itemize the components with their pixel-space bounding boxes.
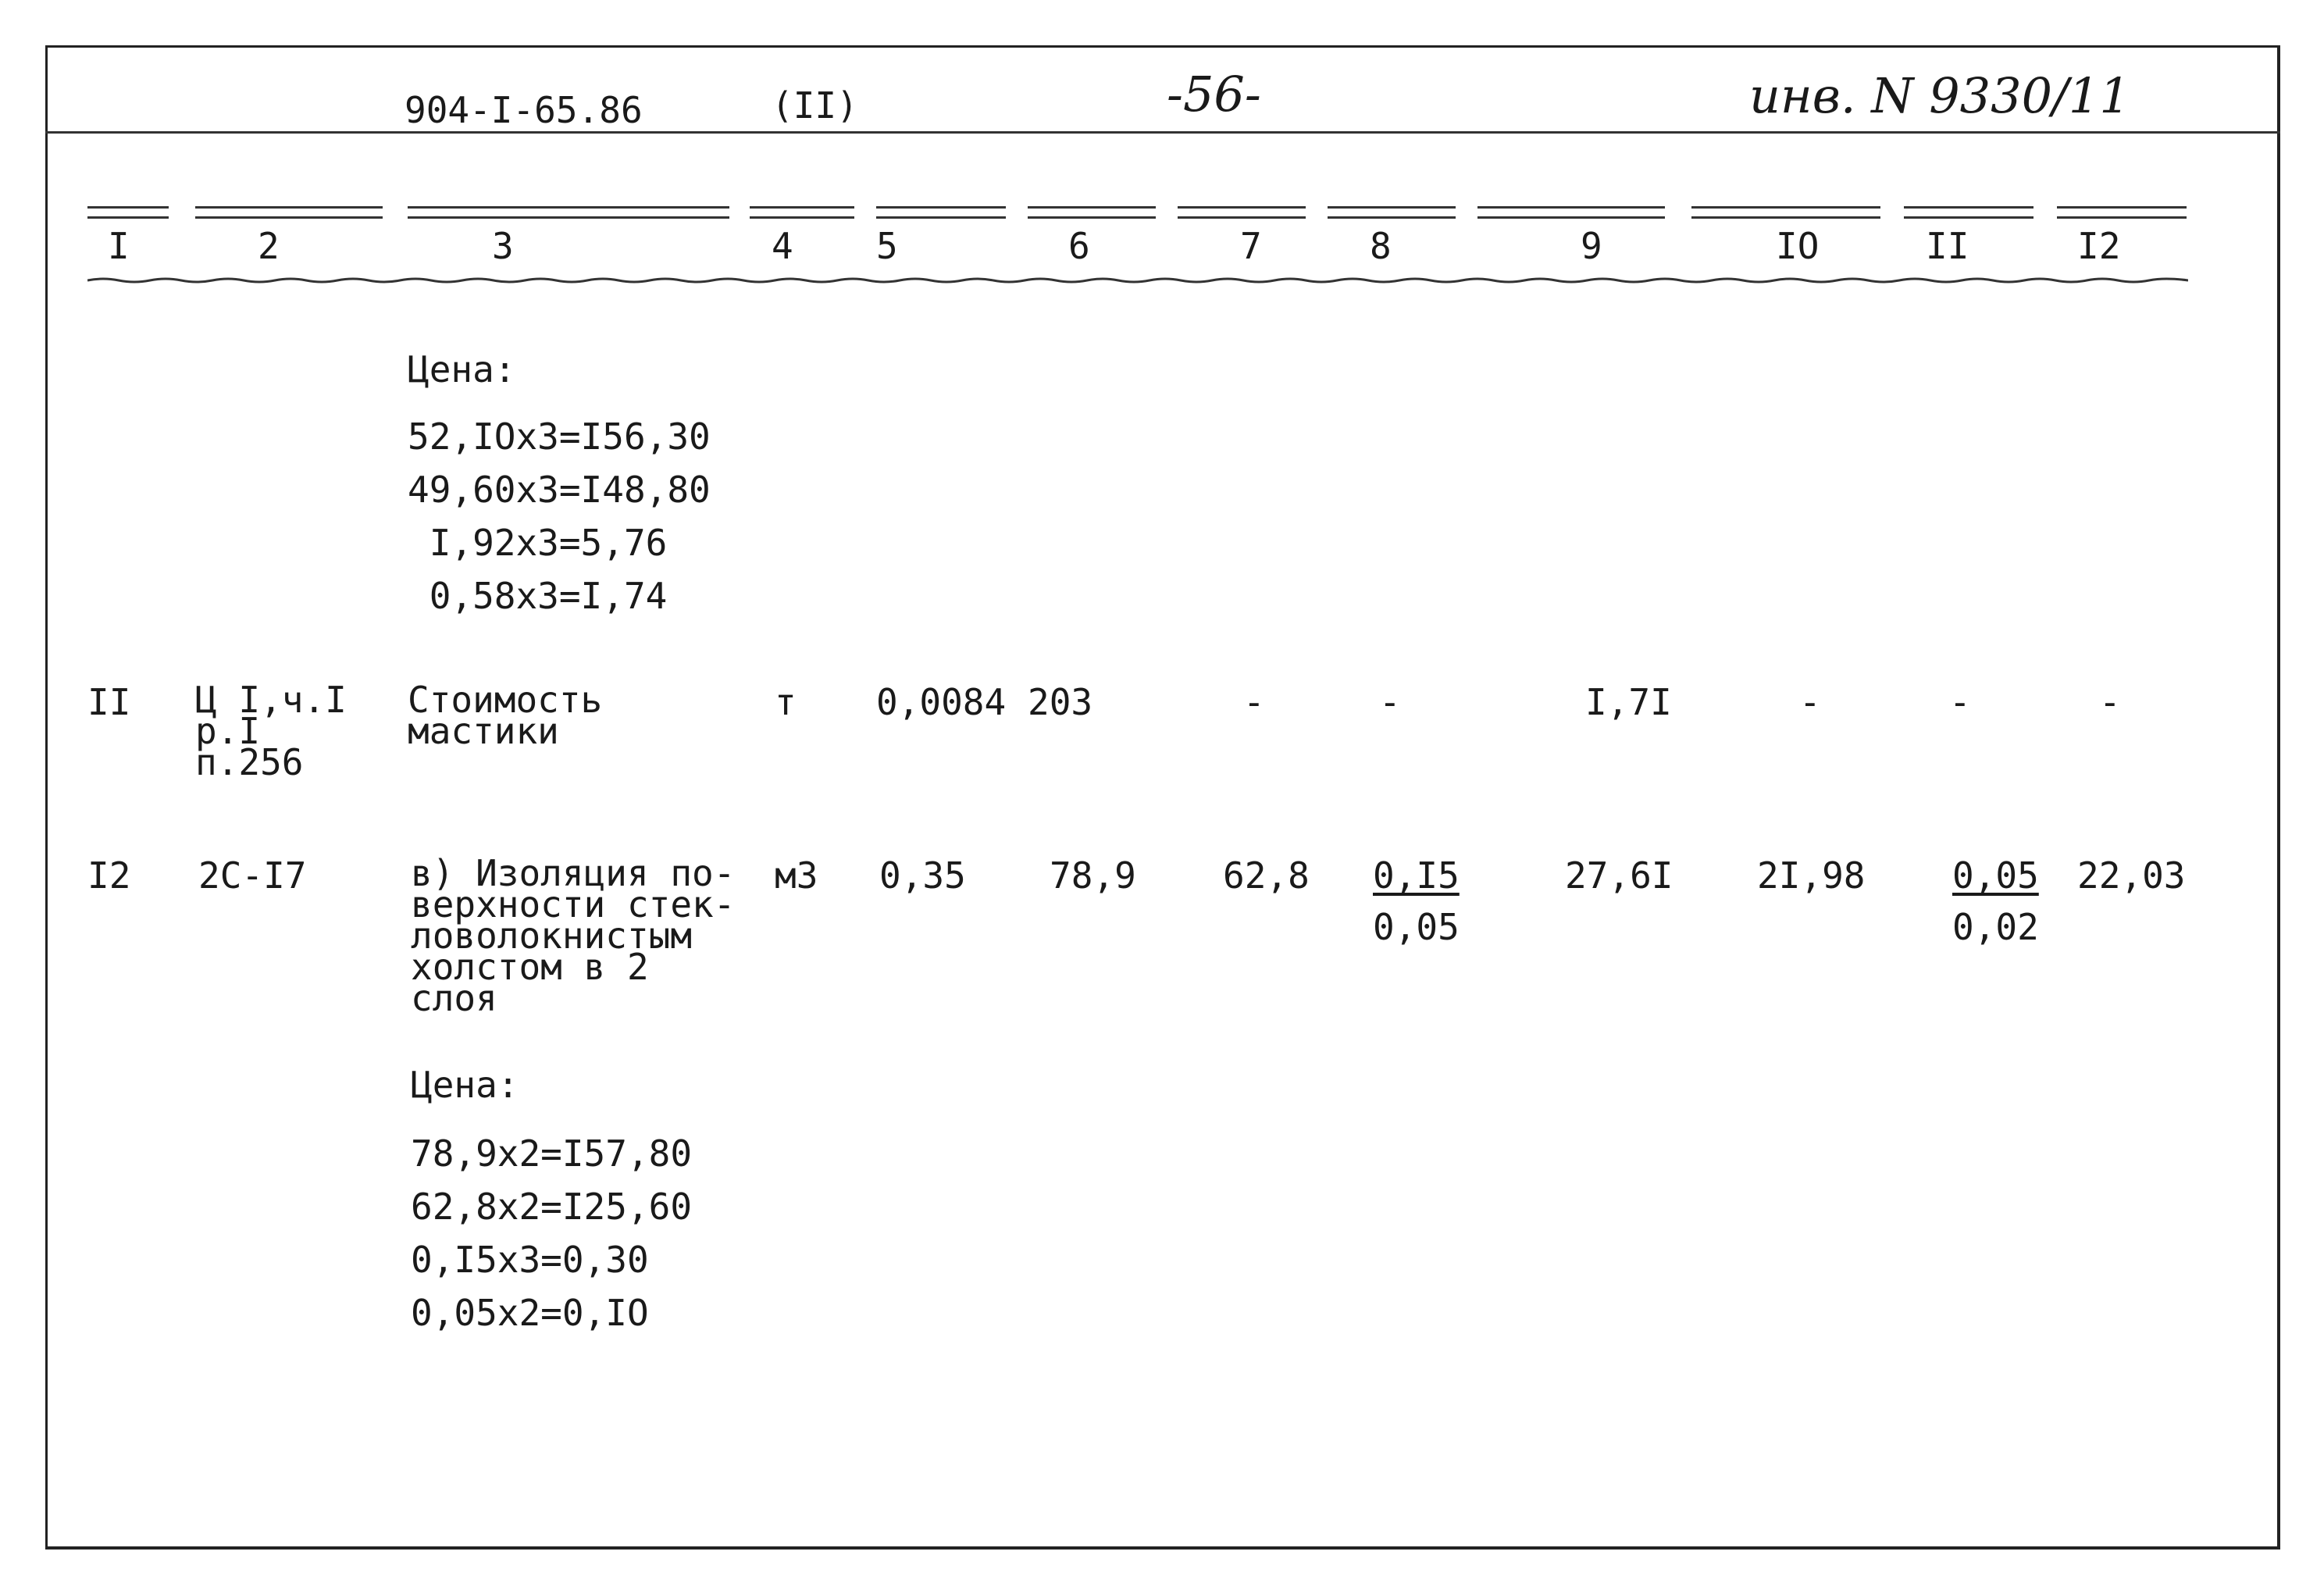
cell-col12: 22,03: [2077, 854, 2186, 897]
price-line: 62,8x2=I25,60: [411, 1186, 693, 1228]
cell-col6: 78,9: [1050, 854, 1136, 897]
cell-col6: 203: [1028, 681, 1093, 723]
col-header-3: 3: [492, 225, 514, 267]
cell-col9: 27,6I: [1565, 854, 1673, 897]
cell-col9: I,7I: [1585, 681, 1672, 723]
cell-col10: 2I,98: [1757, 854, 1866, 897]
price-line: 49,60x3=I48,80: [408, 469, 711, 511]
row-reference: Ц I,ч.I p.I п.256: [195, 679, 347, 783]
col-rule: [1691, 206, 1880, 219]
page-frame: [45, 45, 2280, 1550]
header-divider: [45, 131, 2280, 134]
part-number: (II): [772, 84, 858, 127]
row-description: Стоимость мастики: [408, 679, 603, 752]
col-rule: [1328, 206, 1456, 219]
col-rule: [876, 206, 1006, 219]
price-line: 0,I5x3=0,30: [411, 1239, 649, 1281]
cell-col11-bottom: 0,02: [1952, 906, 2039, 948]
cell-col11-top: 0,05: [1952, 854, 2039, 897]
page-number: -56-: [1167, 66, 1261, 123]
col-header-1: I: [108, 225, 130, 267]
col-header-5: 5: [876, 225, 898, 267]
price-line: I,92x3=5,76: [408, 522, 668, 564]
row-reference: 2С-I7: [198, 854, 307, 897]
cell-col12: -: [2099, 681, 2121, 723]
row-number: II: [87, 681, 131, 723]
cell-quantity: 0,35: [879, 854, 966, 897]
row-number: I2: [87, 854, 131, 897]
col-rule: [87, 206, 169, 219]
inventory-number: инв. N 9330/11: [1749, 67, 2130, 124]
doc-code: 904-I-65.86: [405, 89, 643, 131]
price-label: Цена:: [408, 348, 516, 391]
price-label: Цена:: [411, 1064, 519, 1106]
col-rule: [1477, 206, 1665, 219]
col-header-8: 8: [1370, 225, 1392, 267]
col-rule: [2057, 206, 2187, 219]
col-rule: [1028, 206, 1156, 219]
price-line: 52,IOx3=I56,30: [408, 415, 711, 458]
col-header-11: II: [1926, 225, 1969, 267]
col-rule: [195, 206, 383, 219]
col-header-7: 7: [1240, 225, 1262, 267]
price-line: 78,9x2=I57,80: [411, 1132, 693, 1175]
col-header-2: 2: [258, 225, 280, 267]
cell-col10: -: [1799, 681, 1821, 723]
col-header-4: 4: [772, 225, 793, 267]
col-rule: [750, 206, 854, 219]
col-rule: [1178, 206, 1306, 219]
price-line: 0,05x2=0,IO: [411, 1292, 649, 1334]
cell-quantity: 0,0084: [876, 681, 1007, 723]
header-underline: [87, 277, 2188, 284]
cell-col7: 62,8: [1223, 854, 1310, 897]
col-rule: [1904, 206, 2034, 219]
row-unit: м3: [775, 854, 818, 897]
row-description: в) Изоляция по- верхности стек- ловолокнистым холстом в 2 слоя: [411, 852, 736, 1019]
col-header-10: IO: [1776, 225, 1820, 267]
cell-col8-top: 0,I5: [1373, 854, 1460, 897]
cell-col8-bottom: 0,05: [1373, 906, 1460, 948]
row-unit: т: [775, 681, 797, 723]
cell-col11: -: [1949, 681, 1971, 723]
price-line: 0,58x3=I,74: [408, 575, 668, 617]
col-header-12: I2: [2077, 225, 2121, 267]
col-rule: [408, 206, 729, 219]
col-header-6: 6: [1068, 225, 1090, 267]
cell-col8: -: [1379, 681, 1401, 723]
col-header-9: 9: [1581, 225, 1602, 267]
cell-col7: -: [1243, 681, 1265, 723]
